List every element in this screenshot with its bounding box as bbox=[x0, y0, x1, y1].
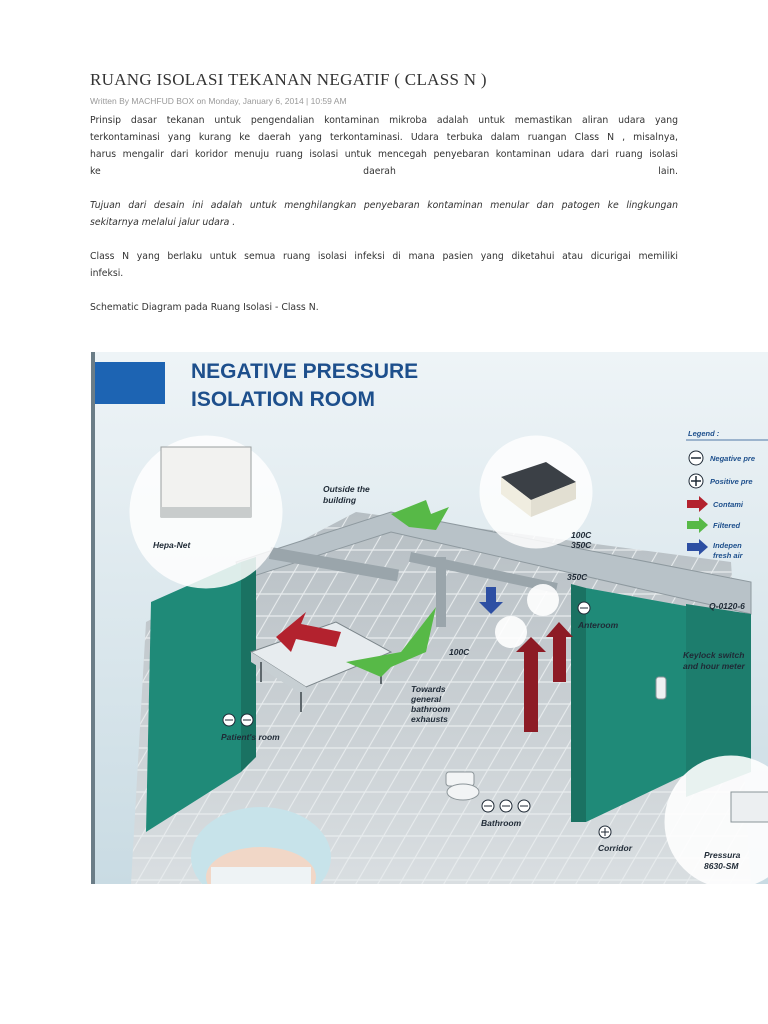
negative-symbol-anteroom bbox=[578, 602, 590, 614]
paragraph-line: ke daerah lain. bbox=[90, 166, 678, 177]
label-cfm-top-1: 100C bbox=[571, 530, 592, 540]
paragraph-line: Schematic Diagram pada Ruang Isolasi - Class N. bbox=[90, 302, 319, 313]
label-q-code: Q-0120-6 bbox=[709, 601, 745, 611]
legend-title: Legend : bbox=[688, 429, 720, 438]
paragraph-line: Prinsip dasar tekanan untuk pengendalian kontaminan mikroba adalah untuk memastikan aliran udara yang bbox=[90, 115, 678, 126]
paragraph-line: Tujuan dari desain ini adalah untuk menghilangkan penyebaran kontaminan menular dan patogen ke lingkungan bbox=[90, 200, 678, 211]
article-byline: Written By MACHFUD BOX on Monday, January 6, 2014 | 10:59 AM bbox=[90, 96, 347, 106]
label-pressura-2: 8630-SM bbox=[704, 861, 739, 871]
diagram-heading-2: ISOLATION ROOM bbox=[191, 388, 375, 411]
paragraph-line: harus mengalir dari koridor menuju ruang isolasi untuk mencegah penyebaran kontaminan udara dari ruang isolasi bbox=[90, 149, 678, 160]
article-title: RUANG ISOLASI TEKANAN NEGATIF ( CLASS N ) bbox=[90, 70, 487, 89]
toilet bbox=[446, 772, 479, 800]
label-towards-2: general bbox=[411, 694, 442, 704]
diffuser-100-icon bbox=[495, 616, 527, 648]
label-bathroom: Bathroom bbox=[481, 818, 522, 828]
legend-filtered: Filtered bbox=[713, 521, 741, 530]
label-keylock-2: and hour meter bbox=[683, 661, 745, 671]
diffuser-350-icon bbox=[527, 584, 559, 616]
label-hepa: Hepa-Net bbox=[153, 540, 191, 550]
diagram-heading-1: NEGATIVE PRESSURE bbox=[191, 360, 419, 383]
label-anteroom: Anteroom bbox=[578, 620, 619, 630]
paragraph-line: Class N yang berlaku untuk semua ruang isolasi infeksi di mana pasien yang diketahui atau dicurigai memiliki bbox=[90, 251, 678, 262]
schematic-diagram-image bbox=[91, 352, 768, 884]
legend-negative: Negative pre bbox=[710, 454, 756, 463]
label-patients-room: Patient's room bbox=[221, 732, 280, 742]
label-outside-1: Outside the bbox=[323, 484, 370, 494]
legend-contaminated: Contami bbox=[713, 500, 743, 509]
label-pressura-1: Pressura bbox=[704, 850, 741, 860]
label-cfm-top-2: 350C bbox=[571, 540, 592, 550]
label-towards-4: exhausts bbox=[411, 714, 448, 724]
positive-symbol-corridor bbox=[599, 826, 611, 838]
keylock-switch-icon bbox=[656, 677, 666, 699]
label-towards-1: Towards bbox=[411, 684, 446, 694]
negative-symbols-bathroom bbox=[482, 800, 530, 812]
paragraph-line: sekitarnya melalui jalur udara . bbox=[90, 217, 236, 228]
label-cfm-350: 350C bbox=[567, 572, 588, 582]
hepa-callout bbox=[131, 437, 281, 587]
legend-positive: Positive pre bbox=[710, 477, 753, 486]
label-outside-2: building bbox=[323, 495, 357, 505]
label-corridor: Corridor bbox=[598, 843, 632, 853]
article bbox=[90, 70, 678, 316]
legend-independent-1: Indepen bbox=[713, 541, 742, 550]
paragraph-line: terkontaminasi yang kurang ke daerah yang terkontaminasi. Udara terbuka dalam ruangan Class N , misalnya, bbox=[90, 132, 678, 143]
label-towards-3: bathroom bbox=[411, 704, 451, 714]
blue-square-decoration bbox=[95, 362, 165, 404]
paragraph-line: infeksi. bbox=[90, 268, 124, 279]
label-keylock-1: Keylock switch bbox=[683, 650, 745, 660]
label-cfm-100: 100C bbox=[449, 647, 470, 657]
legend-independent-2: fresh air bbox=[713, 551, 743, 560]
